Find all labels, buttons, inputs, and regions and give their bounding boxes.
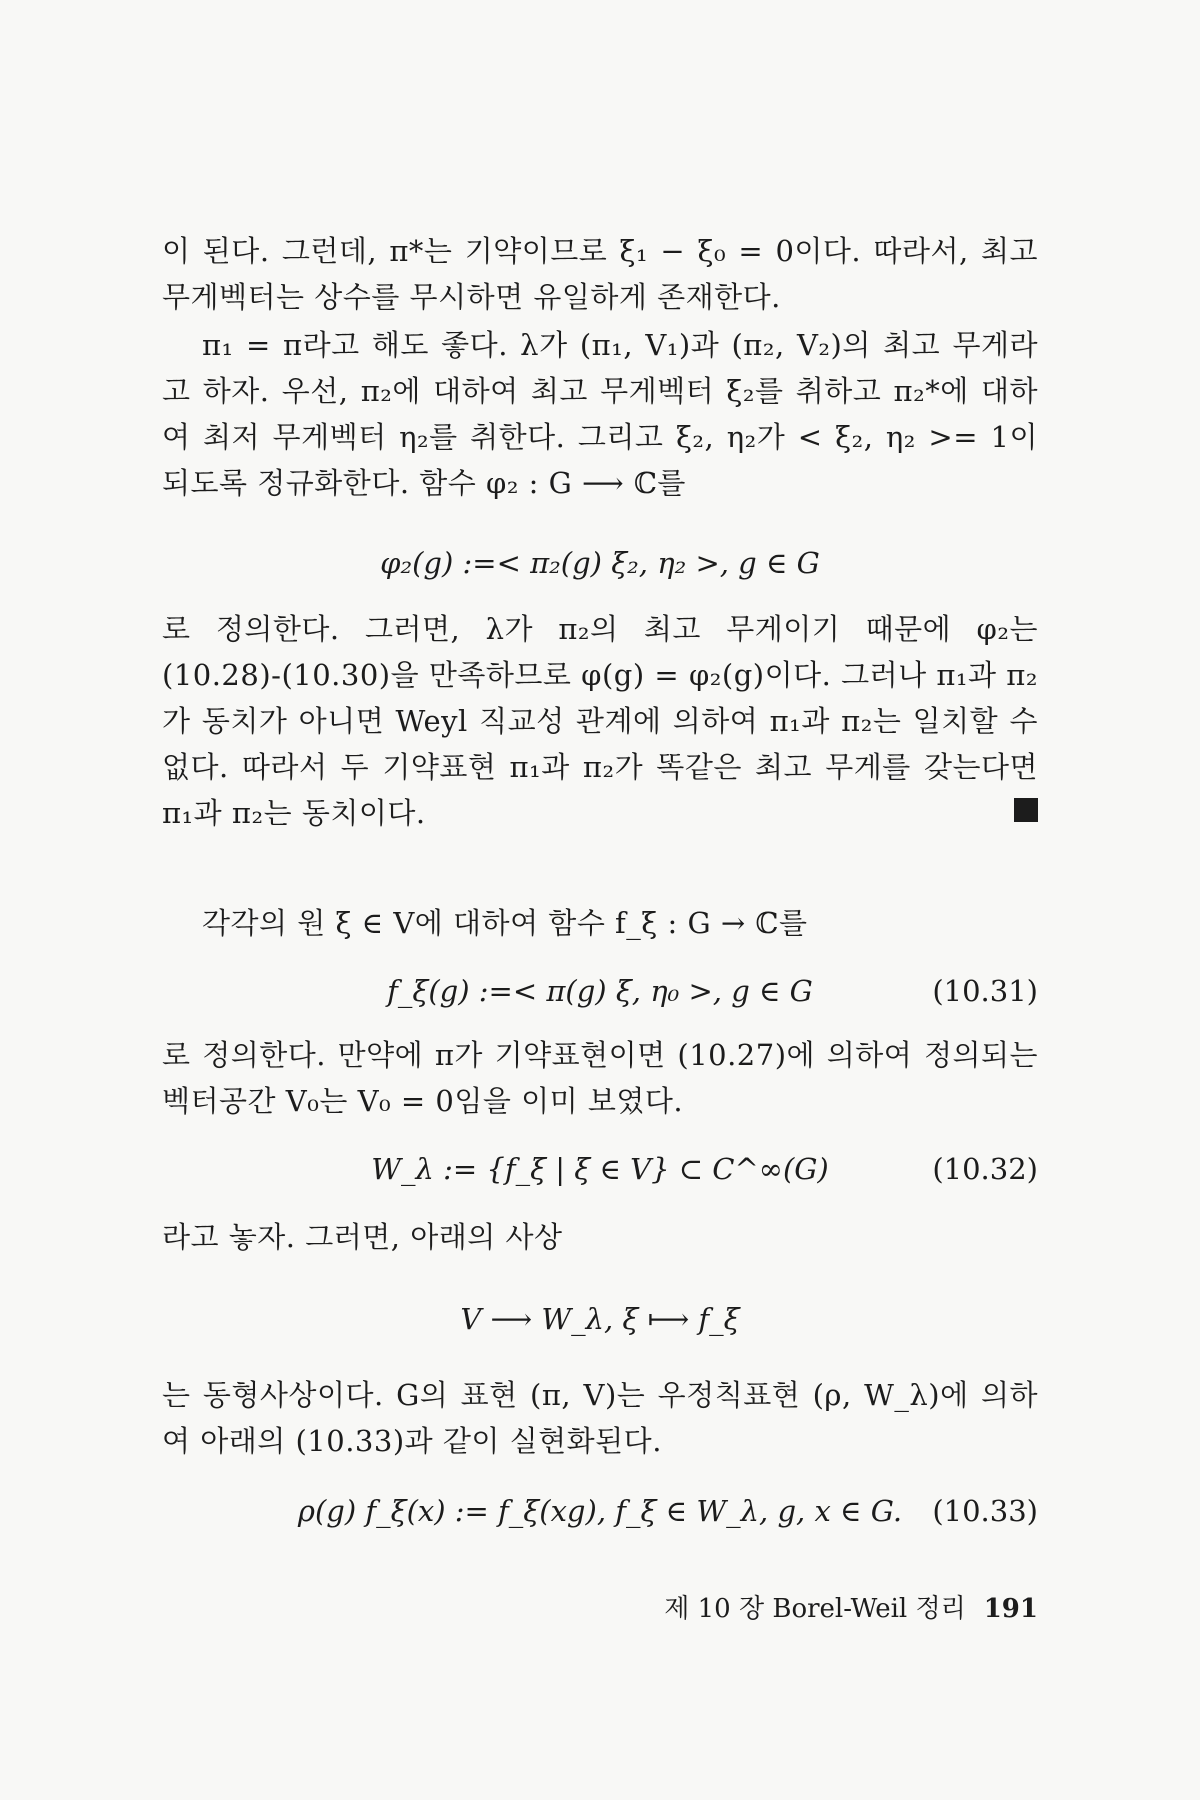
paragraph-4: 각각의 원 ξ ∈ V에 대하여 함수 f_ξ : G → ℂ를 — [202, 906, 808, 940]
paragraph-2: π₁ = π라고 해도 좋다. λ가 (π₁, V₁)과 (π₂, V₂)의 최고 무게라고 하자. 우선, π₂에 대하여 최고 무게벡터 ξ₂를 취하고 π₂*에 대하여 최저 무게벡터 η₂를 취한다. 그리고 ξ₂, η₂가 < ξ₂, η₂ >= 1이 되도록 정규화한다. 함수 φ₂ : G ⟶ ℂ를 — [162, 328, 1038, 500]
paragraph-1: 이 된다. 그런데, π*는 기약이므로 ξ₁ − ξ₀ = 0이다. 따라서, 최고 무게벡터는 상수를 무시하면 유일하게 존재한다. — [162, 234, 1038, 314]
paragraph-7: 는 동형사상이다. G의 표현 (π, V)는 우정칙표현 (ρ, W_λ)에 의하여 아래의 (10.33)과 같이 실현화된다. — [162, 1378, 1038, 1458]
paragraph-6: 라고 놓자. 그러면, 아래의 사상 — [162, 1220, 563, 1254]
page-number: 191 — [983, 1594, 1038, 1624]
equation-10-31-formula: f_ξ(g) :=< π(g) ξ, η₀ >, g ∈ G — [387, 974, 813, 1008]
equation-10-33-formula: ρ(g) f_ξ(x) := f_ξ(xg), f_ξ ∈ W_λ, g, x ∈ G. — [297, 1494, 903, 1528]
equation-isomorphism-formula: V ⟶ W_λ, ξ ⟼ f_ξ — [460, 1302, 740, 1336]
page-footer — [664, 1588, 1038, 1625]
paragraph-3 — [162, 606, 1038, 836]
equation-number-10-31: (10.31) — [932, 974, 1038, 1008]
equation-10-32-formula: W_λ := {f_ξ | ξ ∈ V} ⊂ C^∞(G) — [371, 1152, 829, 1186]
paragraph-3-text: 로 정의한다. 그러면, λ가 π₂의 최고 무게이기 때문에 φ₂는 (10.28)-(10.30)을 만족하므로 φ(g) = φ₂(g)이다. 그러나 π₁과 π₂가 동치가 아니면 Weyl 직교성 관계에 의하여 π₁과 π₂는 일치할 수 없다. 따라서 두 기약표현 π₁과 π₂가 똑같은 최고 무게를 갖는다면 π₁과 π₂는 동치이다. — [162, 612, 1038, 830]
equation-phi2-formula: φ₂(g) :=< π₂(g) ξ₂, η₂ >, g ∈ G — [380, 546, 820, 580]
paragraph-5: 로 정의한다. 만약에 π가 기약표현이면 (10.27)에 의하여 정의되는 벡터공간 V₀는 V₀ = 0임을 이미 보였다. — [162, 1038, 1038, 1118]
chapter-title: 제 10 장 Borel-Weil 정리 — [664, 1594, 966, 1624]
qed-square-icon — [1014, 798, 1038, 822]
equation-number-10-33: (10.33) — [932, 1494, 1038, 1528]
equation-number-10-32: (10.32) — [932, 1152, 1038, 1186]
